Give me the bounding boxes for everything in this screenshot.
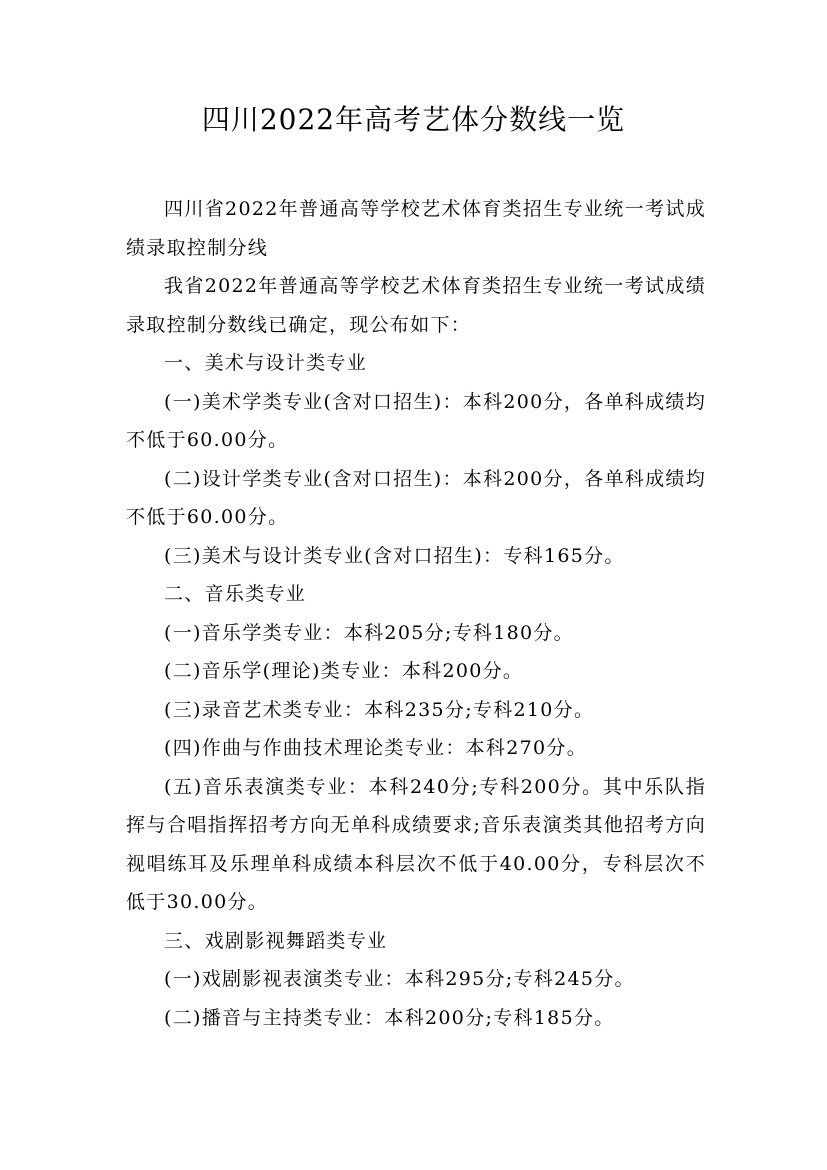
section-heading-drama-film-dance: 三、戏剧影视舞蹈类专业 [164,929,388,952]
document-body [126,190,706,1037]
paragraph-music-theory: (二)音乐学(理论)类专业：本科200分。 [164,660,524,682]
paragraph-music-performance: (五)音乐表演类专业：本科240分;专科200分。其中乐队指挥与合唱指挥招考方向无单科成绩要求;音乐表演类其他招考方向视唱练耳及乐理单科成绩本科层次不低于40.00分，专科层次不低于30.00分。 [126,775,706,913]
paragraph-composition: (四)作曲与作曲技术理论类专业：本科270分。 [164,737,587,759]
paragraph-intro-heading: 四川省2022年普通高等学校艺术体育类招生专业统一考试成绩录取控制分线 [126,198,706,259]
paragraph-drama-film-performance: (一)戏剧影视表演类专业：本科295分;专科245分。 [164,968,635,990]
paragraph-broadcasting-hosting: (二)播音与主持类专业：本科200分;专科185分。 [164,1006,615,1029]
paragraph-musicology: (一)音乐学类专业：本科205分;专科180分。 [164,621,574,644]
page-title: 四川2022年高考艺体分数线一览 [201,103,626,136]
paragraph-design: (二)设计学类专业(含对口招生)：本科200分，各单科成绩均不低于60.00分。 [126,467,706,528]
section-heading-music: 二、音乐类专业 [164,583,307,605]
section-heading-art-design: 一、美术与设计类专业 [164,352,368,374]
paragraph-fine-arts: (一)美术学类专业(含对口招生)：本科200分，各单科成绩均不低于60.00分。 [126,390,706,451]
paragraph-recording-arts: (三)录音艺术类专业：本科235分;专科210分。 [164,698,595,721]
paragraph-announcement: 我省2022年普通高等学校艺术体育类招生专业统一考试成绩录取控制分数线已确定，现公布如下： [126,275,706,336]
paragraph-art-design-vocational: (三)美术与设计类专业(含对口招生)：专科165分。 [164,544,625,567]
